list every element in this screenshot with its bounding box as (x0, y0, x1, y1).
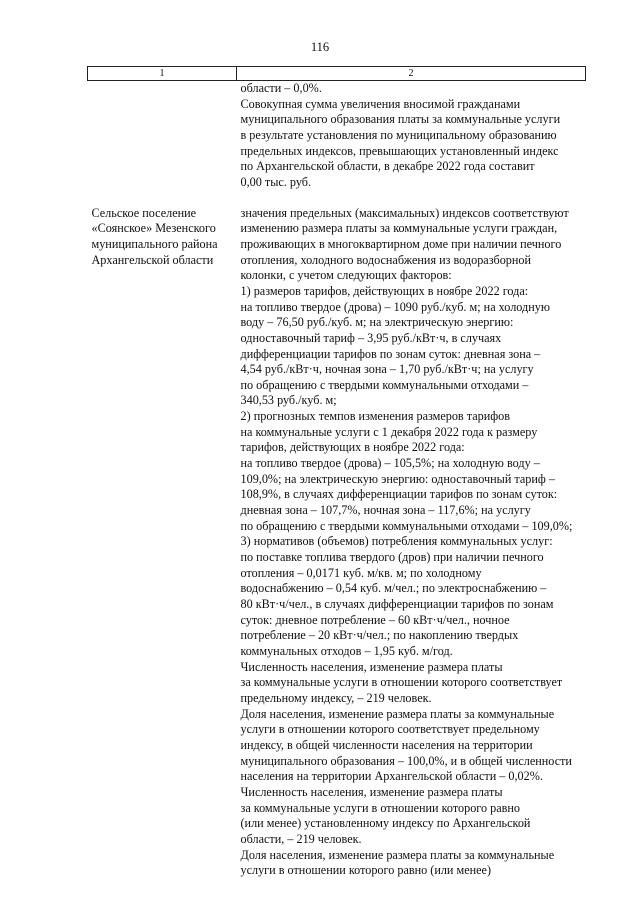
text-line: дифференциации тарифов по зонам суток: дневная зона – (240, 346, 541, 361)
text-line: 108,9%, в случаях дифференциации тарифов по зонам суток: (240, 487, 558, 502)
text-line: 3) нормативов (объемов) потребления коммунальных услуг: (240, 534, 553, 549)
text-line: коммунальных отходов – 1,95 куб. м/год. (240, 643, 453, 658)
text-line: тарифов, действующих в ноябре 2022 года: (240, 440, 465, 455)
text-line: воду – 76,50 руб./куб. м; на электрическую энергию: (240, 315, 514, 330)
description-cell (237, 206, 586, 879)
text-line: на коммунальные услуги с 1 декабря 2022 года к размеру (240, 424, 538, 439)
description-cell (237, 81, 586, 191)
text-line: дневная зона – 107,7%, ночная зона – 117,6%; на услугу (240, 503, 531, 518)
text-line: по обращению с твердыми коммунальными отходами – (240, 377, 529, 392)
text-line: за коммунальные услуги в отношении которого равно (240, 800, 521, 815)
text-line: 0,00 тыс. руб. (240, 174, 312, 189)
text-line: потребление – 20 кВт·ч/чел.; по накоплению твердых (240, 628, 519, 643)
table-row (88, 81, 586, 191)
text-line: «Соянское» Мезенского (91, 221, 216, 236)
text-line: услуги в отношении которого соответствует предельному (240, 722, 540, 737)
text-line: муниципального образования платы за коммунальные услуги (240, 112, 561, 127)
text-line: колонки, с учетом следующих факторов: (240, 268, 452, 283)
text-line: в результате установления по муниципальному образованию (240, 127, 557, 142)
text-line: Архангельской области (91, 252, 214, 267)
row-spacer (88, 191, 586, 206)
text-line: (или менее) установленному индексу по Архангельской (240, 816, 531, 831)
text-line: услуги в отношении которого равно (или менее) (240, 863, 492, 878)
text-line: предельных индексов, превышающих установленный индекс (240, 143, 559, 158)
page-number: 116 (310, 40, 330, 54)
text-line: индексу, в общей численности населения на территории (240, 737, 533, 752)
text-line: изменению размера платы за коммунальные услуги граждан, (240, 221, 558, 236)
table-header-row (88, 67, 586, 81)
text-line: водоснабжению – 0,54 куб. м/чел.; по электроснабжению – (240, 581, 547, 596)
text-line: на топливо твердое (дрова) – 105,5%; на холодную воду – (240, 456, 540, 471)
text-line: населения на территории Архангельской области – 0,02%. (240, 769, 543, 784)
text-line: муниципального образования – 100,0%, и в общей численности (240, 753, 572, 768)
municipality-cell (88, 81, 237, 191)
text-line: за коммунальные услуги в отношении которого соответствует (240, 675, 563, 690)
text-line: Сельское поселение (91, 205, 197, 220)
text-line: одноставочный тариф – 3,95 руб./кВт·ч, в случаях (240, 330, 502, 345)
tariff-table (87, 66, 586, 879)
text-line: 80 кВт·ч/чел., в случаях дифференциации тарифов по зонам (240, 597, 554, 611)
text-line: области, – 219 человек. (240, 831, 362, 846)
text-line: 4,54 руб./кВт·ч, ночная зона – 1,70 руб./кВт·ч; на услугу (240, 362, 534, 377)
text-line: значения предельных (максимальных) индексов соответствуют (240, 205, 569, 220)
text-line: Численность населения, изменение размера платы (240, 784, 503, 799)
municipality-cell (88, 206, 237, 879)
text-line: Доля населения, изменение размера платы за коммунальные (240, 706, 555, 721)
column-header-2: 2 (237, 67, 586, 81)
text-line: 109,0%; на электрическую энергию: одноставочный тариф – (240, 471, 555, 486)
text-line: муниципального района (91, 236, 218, 251)
text-line: по Архангельской области, в декабре 2022 года составит (240, 159, 535, 174)
text-line: проживающих в многоквартирном доме при наличии печного (240, 236, 562, 251)
text-line: предельному индексу, – 219 человек. (240, 690, 432, 705)
text-line: на топливо твердое (дрова) – 1090 руб./куб. м; на холодную (240, 299, 550, 314)
text-line: 2) прогнозных темпов изменения размеров тарифов (240, 409, 510, 424)
text-line: отопления – 0,0171 куб. м/кв. м; по холодному (240, 565, 482, 580)
text-line: 340,53 руб./куб. м; (240, 393, 337, 408)
text-line: по поставке топлива твердого (дров) при наличии печного (240, 550, 544, 565)
text-line: Доля населения, изменение размера платы за коммунальные (240, 847, 555, 862)
text-line: по обращению с твердыми коммунальными отходами – 109,0%; (240, 518, 573, 533)
text-line: Численность населения, изменение размера платы (240, 659, 503, 674)
text-line: суток: дневное потребление – 60 кВт·ч/чел., ночное (240, 612, 510, 627)
column-header-1: 1 (88, 67, 237, 81)
table-row (88, 206, 586, 879)
text-line: Совокупная сумма увеличения вносимой гражданами (240, 96, 521, 111)
text-line: 1) размеров тарифов, действующих в ноябре 2022 года: (240, 283, 529, 298)
text-line: области – 0,0%. (240, 81, 322, 95)
text-line: отопления, холодного водоснабжения из водоразборной (240, 252, 532, 267)
